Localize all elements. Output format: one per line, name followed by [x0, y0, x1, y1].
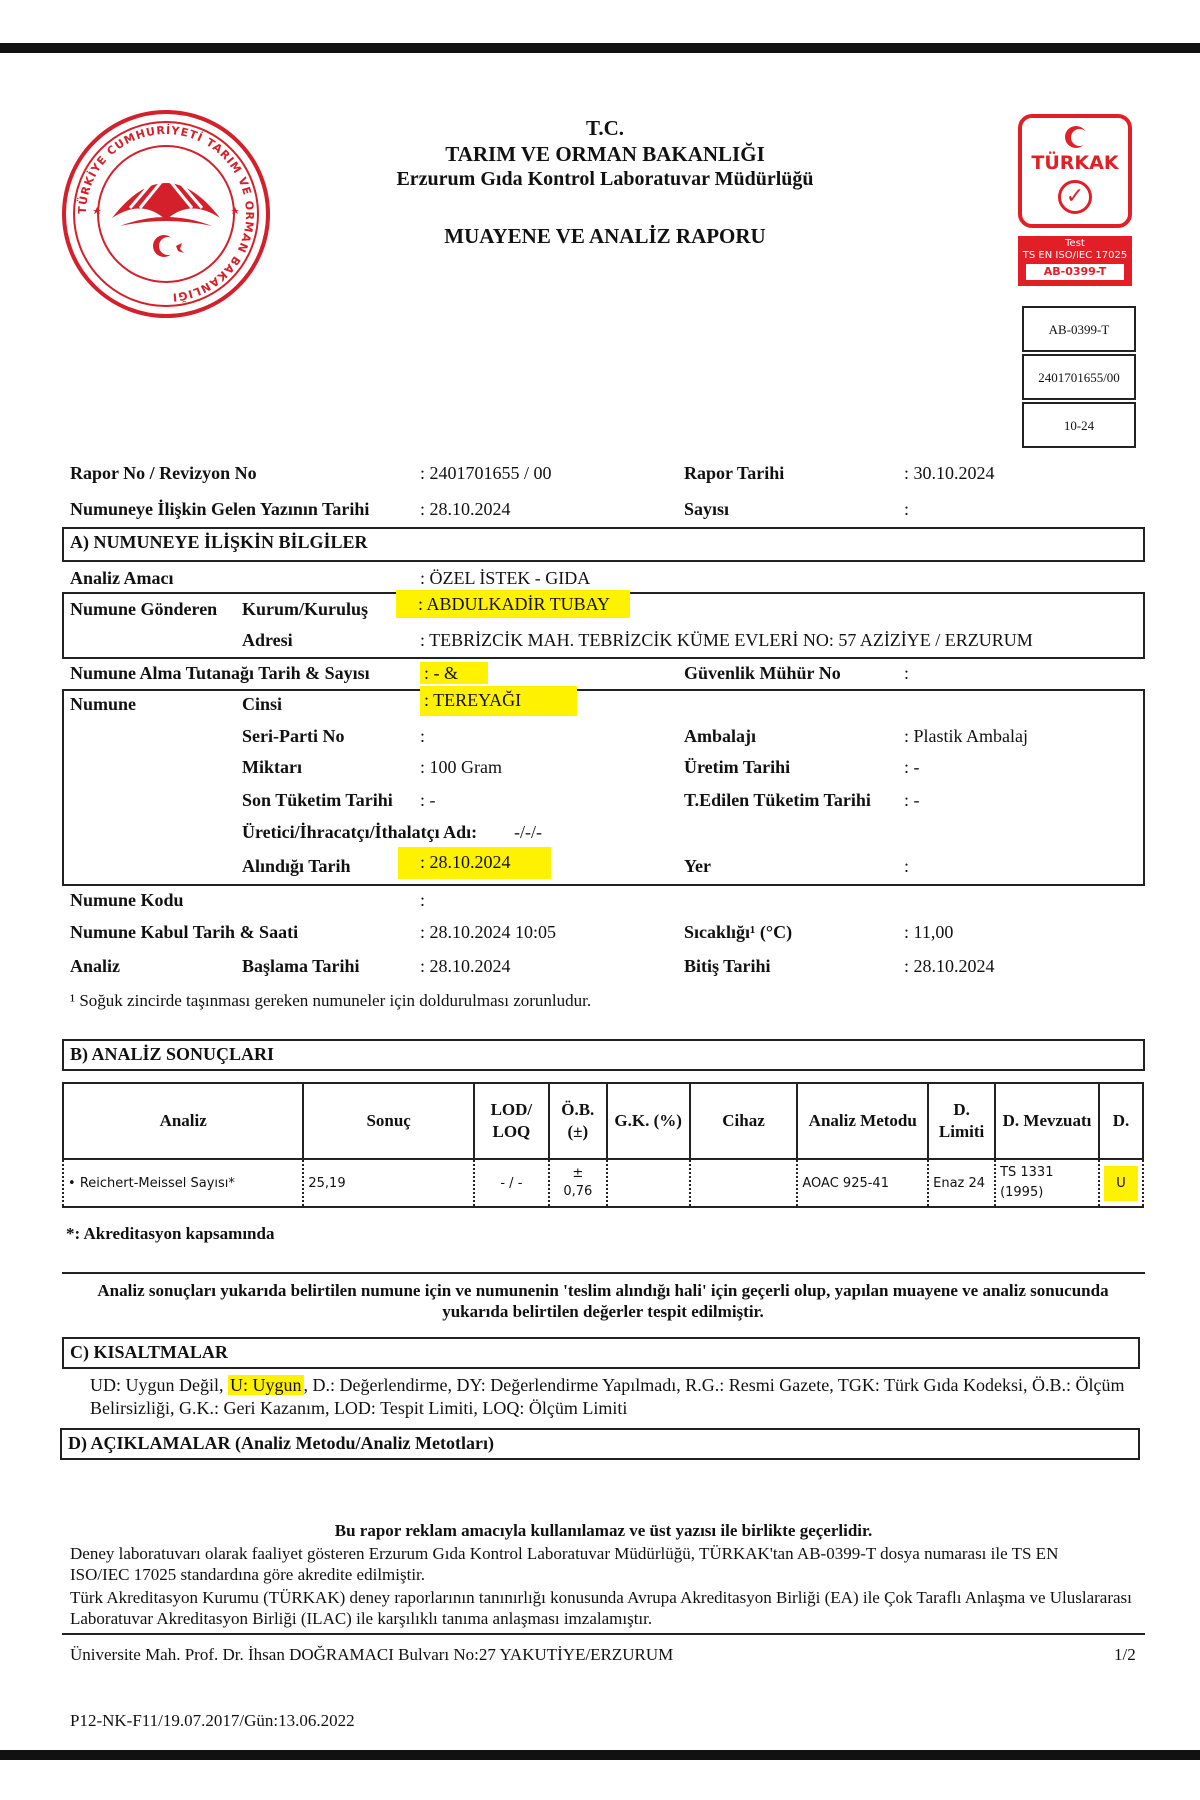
accreditation-note: *: Akreditasyon kapsamında	[66, 1224, 275, 1243]
page-number: 1/2	[1114, 1645, 1136, 1664]
amount-value: : 100 Gram	[420, 757, 502, 777]
table-row	[63, 1159, 1143, 1207]
production-label: Üretim Tarihi	[684, 757, 791, 777]
abbr-part3: , D.: Değerlendirme, DY: Değerlendirme Yapılmadı, R.G.: Resmi Gazete, TGK: Türk Gıda Kodeksi, Ö.B.: Ölçüm Belirsizliği, G.K.: Geri Kazanım, LOD: Tespit Limiti, LOQ: Ölçüm Limiti	[90, 1375, 1125, 1418]
section-a-title: A) NUMUNEYE İLİŞKİN BİLGİLER	[62, 527, 1145, 562]
protocol-label: Numune Alma Tutanağı Tarih & Sayısı	[70, 663, 370, 683]
seal-no-value: :	[904, 663, 910, 683]
expiry-label: Son Tüketim Tarihi	[242, 790, 393, 810]
row-lod: - / -	[474, 1159, 549, 1207]
place-value: :	[904, 856, 910, 876]
producer-label: Üretici/İhracatçı/İthalatçı Adı:	[242, 822, 478, 842]
row-regulation	[995, 1159, 1099, 1207]
validity-note: Analiz sonuçları yukarıda belirtilen numune için ve numunenin 'teslim alındığı hali' için geçerli olup, yapılan muayene ve analiz sonucunda yukarıda belirtilen değerler tespit edilmiştir.	[97, 1281, 1109, 1321]
section-b-title: B) ANALİZ SONUÇLARI	[62, 1039, 1145, 1071]
taken-date-highlight: : 28.10.2024	[398, 847, 551, 879]
col-lod: LOD/ LOQ	[474, 1083, 549, 1159]
start-label: Başlama Tarihi	[242, 956, 360, 976]
producer-value: -/-/-	[514, 822, 542, 842]
end-value: : 28.10.2024	[904, 956, 995, 976]
report-date-label: Rapor Tarihi	[684, 463, 785, 483]
results-header-row	[63, 1083, 1143, 1159]
expiry-value: : -	[420, 790, 436, 810]
count-label: Sayısı	[684, 499, 730, 519]
letter-date-label: Numuneye İlişkin Gelen Yazının Tarihi	[70, 499, 370, 519]
bottom-border	[0, 1750, 1200, 1760]
seal-no-label: Güvenlik Mühür No	[684, 663, 841, 683]
address-label: Adresi	[242, 630, 293, 650]
temperature-label: Sıcaklığı¹ (°C)	[684, 922, 793, 942]
preferred-value: : -	[904, 790, 920, 810]
type-highlight: : TEREYAĞI	[420, 686, 577, 716]
protocol-highlight: : - &	[420, 662, 488, 684]
top-border	[0, 43, 1200, 53]
col-device: Cihaz	[690, 1083, 798, 1159]
col-uncertainty: Ö.B. (±)	[549, 1083, 607, 1159]
end-label: Bitiş Tarihi	[684, 956, 771, 976]
col-limit: D. Limiti	[928, 1083, 995, 1159]
col-analysis: Analiz	[63, 1083, 303, 1159]
col-recovery: G.K. (%)	[607, 1083, 690, 1159]
batch-value: :	[420, 726, 426, 746]
sample-box	[62, 689, 1145, 886]
abbr-part1: UD: Uygun Değil,	[90, 1375, 228, 1395]
letter-date-value: : 28.10.2024	[420, 499, 511, 519]
accept-label: Numune Kabul Tarih & Saati	[70, 922, 299, 942]
row-regulation-2: (1995)	[1000, 1185, 1044, 1200]
ministry-seal	[60, 108, 272, 320]
footer-notice: Bu rapor reklam amacıyla kullanılamaz ve üst yazısı ile birlikte geçerlidir.	[334, 1521, 873, 1540]
sample-label: Numune	[70, 694, 137, 714]
row-result: 25,19	[303, 1159, 474, 1207]
purpose-label: Analiz Amacı	[70, 568, 174, 588]
header-ministry: TARIM VE ORMAN BAKANLIĞI	[445, 142, 765, 166]
package-value: : Plastik Ambalaj	[904, 726, 1028, 746]
analysis-label: Analiz	[70, 956, 121, 976]
form-code: P12-NK-F11/19.07.2017/Gün:13.06.2022	[70, 1711, 355, 1730]
col-regulation: D. Mevzuatı	[995, 1083, 1099, 1159]
turkak-name: TÜRKAK	[1031, 152, 1119, 174]
side-box-date: 10-24	[1022, 402, 1136, 448]
validity-rule-top	[62, 1272, 1145, 1274]
cold-chain-footnote: ¹ Soğuk zincirde taşınması gereken numuneler için doldurulması zorunludur.	[70, 991, 592, 1010]
sample-code-label: Numune Kodu	[70, 890, 184, 910]
footer-rule	[62, 1633, 1145, 1635]
section-d-title: D) AÇIKLAMALAR (Analiz Metodu/Analiz Metotları)	[60, 1428, 1140, 1460]
turkak-standard: TS EN ISO/IEC 17025	[1022, 250, 1128, 261]
row-analysis-text: Reichert-Meissel Sayısı*	[79, 1175, 235, 1191]
sender-value	[396, 594, 630, 615]
row-evaluation	[1099, 1159, 1143, 1207]
preferred-label: T.Edilen Tüketim Tarihi	[684, 790, 871, 810]
protocol-value	[420, 663, 488, 684]
row-uncertainty-value: 0,76	[563, 1184, 593, 1199]
accept-value: : 28.10.2024 10:05	[420, 922, 557, 942]
type-label: Cinsi	[242, 694, 283, 714]
turkak-test: Test	[1065, 238, 1085, 249]
report-date-value: : 30.10.2024	[904, 463, 995, 483]
col-result: Sonuç	[303, 1083, 474, 1159]
amount-label: Miktarı	[242, 757, 302, 777]
header-lab: Erzurum Gıda Kontrol Laboratuvar Müdürlüğü	[396, 168, 814, 190]
address-value: : TEBRİZCİK MAH. TEBRİZCİK KÜME EVLERİ NO: 57 AZİZİYE / ERZURUM	[420, 630, 1033, 650]
report-no-label: Rapor No / Revizyon No	[70, 463, 257, 483]
evaluation-highlight: U	[1104, 1166, 1138, 1201]
side-box-report-no: 2401701655/00	[1022, 354, 1136, 400]
count-value: :	[904, 499, 910, 519]
abbr-highlight: U: Uygun	[230, 1375, 302, 1395]
footer-address: Üniversite Mah. Prof. Dr. İhsan DOĞRAMACI Bulvarı No:27 YAKUTİYE/ERZURUM	[70, 1645, 674, 1664]
section-c-title: C) KISALTMALAR	[62, 1337, 1140, 1369]
side-box-accreditation: AB-0399-T	[1022, 306, 1136, 352]
header-tc: T.C.	[585, 116, 625, 140]
row-regulation-1: TS 1331	[1000, 1165, 1054, 1180]
seal-ring-text: TÜRKİYE CUMHURİYETİ TARIM VE ORMAN BAKANLIĞI	[75, 123, 257, 304]
check-icon: ✓	[1058, 180, 1092, 214]
temperature-value: : 11,00	[904, 922, 954, 942]
results-table	[62, 1082, 1144, 1208]
report-title: MUAYENE VE ANALİZ RAPORU	[444, 224, 766, 248]
sample-code-value: :	[420, 890, 426, 910]
production-value: : -	[904, 757, 920, 777]
footer-ea: Türk Akreditasyon Kurumu (TÜRKAK) deney raporlarının tanınırlığı konusunda Avrupa Akreditasyon Birliği (EA) ile Çok Taraflı Anlaşma ve Uluslararası Laboratuvar Akreditasyon Birliği (ILAC) ile karşılıklı tanıma anlaşması imzalamıştır.	[70, 1588, 1132, 1628]
footer-accreditation: Deney laboratuvarı olarak faaliyet gösteren Erzurum Gıda Kontrol Laboratuvar Müdürlüğü, TÜRKAK'tan AB-0399-T dosya numarası ile TS EN ISO/IEC 17025 standardına göre akredite edilmiştir.	[70, 1544, 1059, 1584]
place-label: Yer	[684, 856, 711, 876]
package-label: Ambalajı	[684, 726, 756, 746]
col-method: Analiz Metodu	[797, 1083, 928, 1159]
abbreviations-text	[90, 1374, 1130, 1420]
row-uncertainty	[549, 1159, 607, 1207]
sender-label: Numune Gönderen	[70, 599, 218, 619]
row-device	[690, 1159, 798, 1207]
report-no-value: : 2401701655 / 00	[420, 463, 552, 483]
batch-label: Seri-Parti No	[242, 726, 345, 746]
sender-highlight: : ABDULKADİR TUBAY	[396, 590, 630, 618]
type-value	[420, 690, 577, 711]
row-analysis: • Reichert-Meissel Sayısı*	[63, 1159, 303, 1207]
sender-org-label: Kurum/Kuruluş	[242, 599, 369, 619]
row-limit: Enaz 24	[928, 1159, 995, 1207]
turkak-logo	[1018, 114, 1136, 292]
row-recovery	[607, 1159, 690, 1207]
row-uncertainty-sign: ±	[572, 1166, 584, 1181]
turkak-code: AB-0399-T	[1026, 264, 1124, 280]
taken-date-label: Alındığı Tarih	[242, 856, 351, 876]
start-value: : 28.10.2024	[420, 956, 511, 976]
taken-date-value	[398, 852, 551, 873]
row-method: AOAC 925-41	[797, 1159, 928, 1207]
purpose-value: : ÖZEL İSTEK - GIDA	[420, 568, 591, 588]
col-evaluation: D.	[1099, 1083, 1143, 1159]
